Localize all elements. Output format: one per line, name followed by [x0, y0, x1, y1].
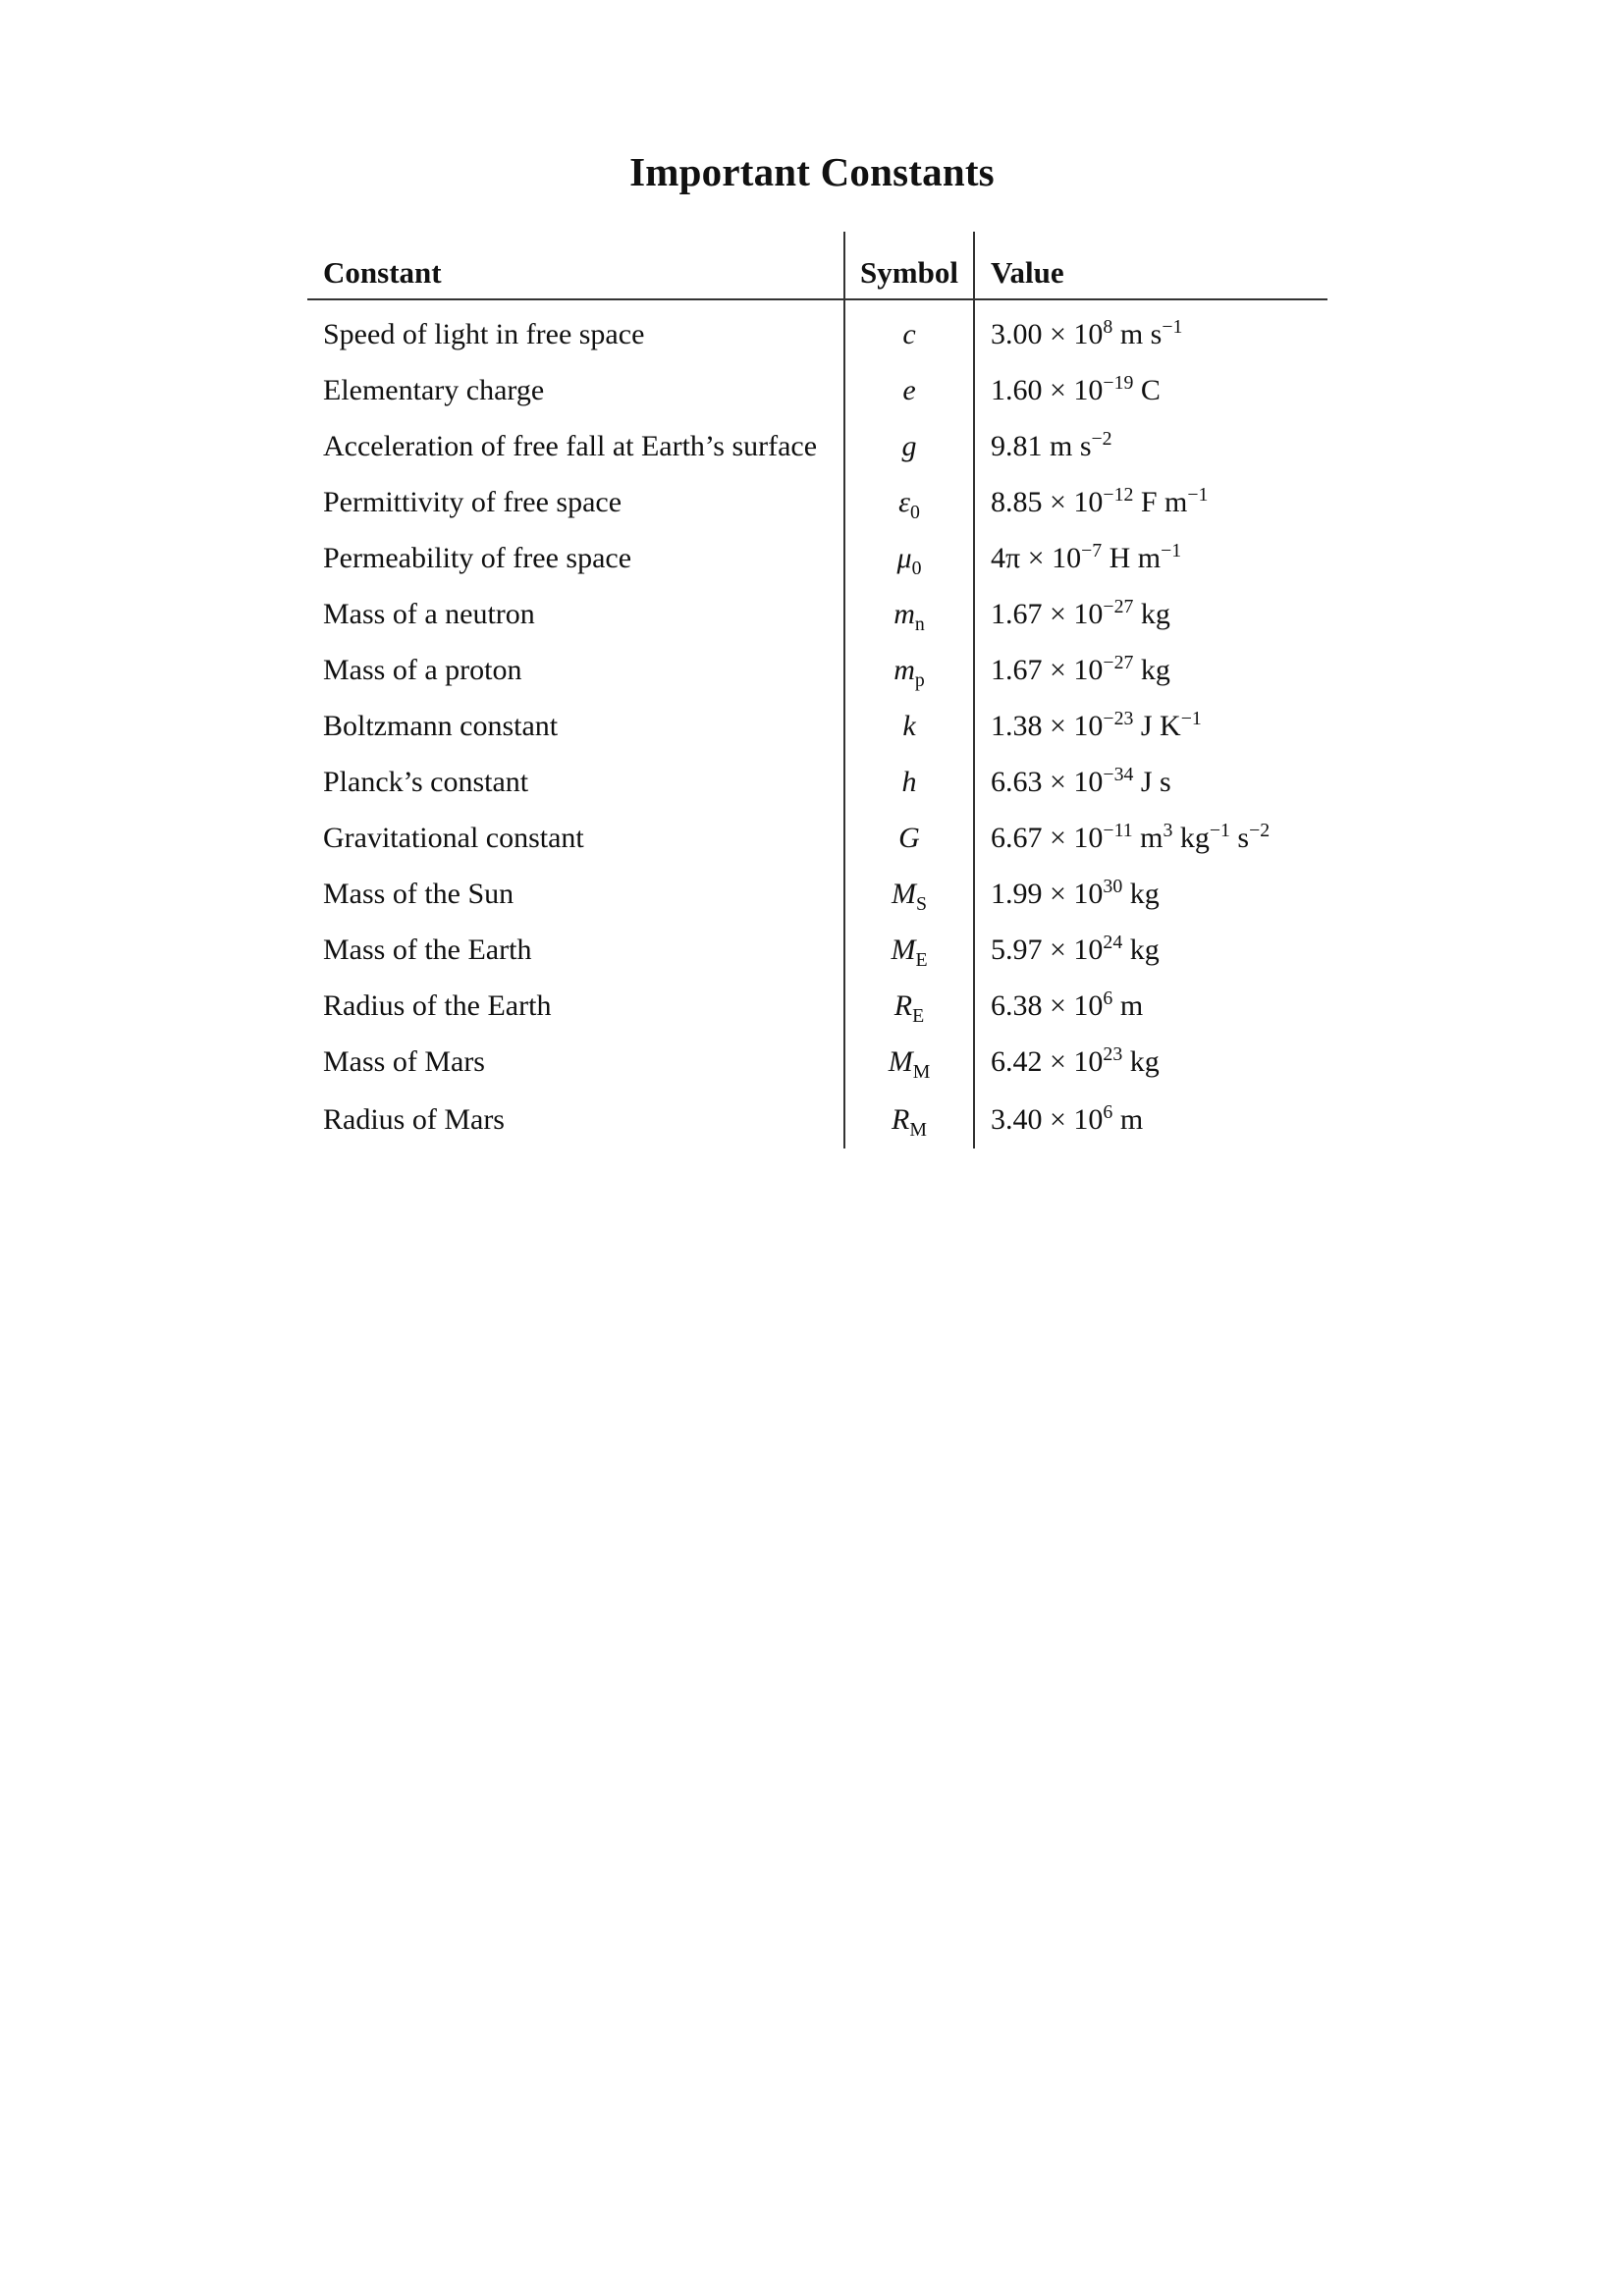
value-exponent: 23: [1103, 1043, 1123, 1065]
constant-value: [974, 530, 1327, 586]
unit-exponent: −1: [1187, 484, 1209, 506]
value-coefficient: 6.63 × 10: [991, 766, 1104, 798]
value-exponent: 6: [1103, 1100, 1113, 1123]
value-unit-2: kg: [1172, 822, 1210, 854]
value-unit-3: s: [1229, 822, 1250, 854]
constants-table: [307, 232, 1327, 1148]
value-unit: C: [1140, 374, 1161, 406]
constant-value: [974, 418, 1327, 474]
value-unit: kg: [1140, 598, 1170, 630]
column-header-constant: Constant: [307, 232, 844, 299]
symbol-base: m: [893, 598, 915, 630]
constant-name: Mass of Mars: [307, 1034, 844, 1090]
constant-symbol: [844, 299, 974, 362]
constant-symbol: [844, 530, 974, 586]
constant-symbol: [844, 922, 974, 978]
value-unit: J K: [1140, 710, 1181, 742]
symbol-base: c: [902, 318, 916, 350]
symbol-base: h: [901, 766, 917, 798]
value-unit: m s: [1119, 318, 1163, 350]
table-row: [307, 1090, 1327, 1148]
value-coefficient: 1.67 × 10: [991, 598, 1104, 630]
symbol-subscript: 0: [911, 558, 922, 579]
symbol-base: M: [891, 934, 916, 966]
constant-value: [974, 810, 1327, 866]
constant-name: Permittivity of free space: [307, 474, 844, 530]
symbol-base: M: [891, 878, 916, 910]
symbol-base: μ: [896, 542, 912, 574]
symbol-base: R: [892, 1102, 910, 1136]
value-exponent: 24: [1103, 932, 1123, 953]
symbol-base: R: [893, 989, 913, 1022]
table-row: [307, 1034, 1327, 1090]
value-coefficient: 6.42 × 10: [991, 1045, 1104, 1078]
table-row: [307, 866, 1327, 922]
unit-exponent: −1: [1161, 540, 1182, 561]
constant-name: Gravitational constant: [307, 810, 844, 866]
symbol-subscript: M: [912, 1061, 931, 1083]
constant-name: Mass of a proton: [307, 642, 844, 698]
symbol-base: G: [898, 822, 920, 854]
constant-name: Mass of the Sun: [307, 866, 844, 922]
constant-symbol: [844, 418, 974, 474]
constant-value: [974, 698, 1327, 754]
unit-exponent: −2: [1091, 428, 1112, 450]
value-exponent: 30: [1103, 876, 1123, 897]
value-coefficient: 5.97 × 10: [991, 934, 1104, 966]
constant-symbol: [844, 642, 974, 698]
constant-name: Radius of the Earth: [307, 978, 844, 1034]
unit-3-exponent: −2: [1249, 820, 1271, 841]
constant-name: Boltzmann constant: [307, 698, 844, 754]
value-exponent: −7: [1081, 540, 1103, 561]
value-coefficient: 6.67 × 10: [991, 822, 1104, 854]
symbol-subscript: E: [912, 1005, 925, 1027]
value-exponent: −27: [1103, 596, 1134, 617]
constant-symbol: [844, 586, 974, 642]
table-row: [307, 586, 1327, 642]
table-row: [307, 530, 1327, 586]
constant-value: [974, 362, 1327, 418]
constant-name: Elementary charge: [307, 362, 844, 418]
value-exponent: −27: [1103, 652, 1134, 673]
constant-value: [974, 866, 1327, 922]
value-unit: kg: [1129, 878, 1160, 910]
unit-exponent: 3: [1163, 820, 1173, 841]
value-unit: m: [1140, 822, 1164, 854]
constant-symbol: [844, 1034, 974, 1090]
constant-value: [974, 754, 1327, 810]
value-unit: m s: [1050, 430, 1092, 462]
value-unit: m: [1119, 1102, 1144, 1136]
value-coefficient: 3.00 × 10: [991, 318, 1104, 350]
symbol-subscript: 0: [909, 502, 920, 523]
table-row: [307, 418, 1327, 474]
value-unit: H m: [1109, 542, 1162, 574]
value-exponent: −12: [1103, 484, 1134, 506]
constant-name: Permeability of free space: [307, 530, 844, 586]
value-unit: kg: [1129, 1045, 1160, 1078]
value-unit: m: [1119, 989, 1144, 1022]
value-coefficient: 1.67 × 10: [991, 654, 1104, 686]
constant-value: [974, 1090, 1327, 1148]
table-row: [307, 362, 1327, 418]
table-row: [307, 754, 1327, 810]
constant-symbol: [844, 866, 974, 922]
column-header-symbol: Symbol: [844, 232, 974, 299]
value-coefficient: 1.38 × 10: [991, 710, 1104, 742]
value-unit: kg: [1129, 934, 1160, 966]
value-exponent: −34: [1103, 764, 1134, 785]
value-exponent: 8: [1103, 316, 1113, 338]
table-row: [307, 299, 1327, 362]
symbol-base: g: [901, 430, 917, 462]
table-row: [307, 978, 1327, 1034]
constant-value: [974, 299, 1327, 362]
constant-name: Planck’s constant: [307, 754, 844, 810]
table-row: [307, 810, 1327, 866]
value-unit: F m: [1140, 486, 1188, 518]
symbol-base: m: [893, 654, 915, 686]
constant-symbol: [844, 474, 974, 530]
unit-exponent: −1: [1180, 708, 1202, 729]
symbol-subscript: n: [914, 614, 925, 635]
table-header-row: [307, 232, 1327, 299]
constant-value: [974, 642, 1327, 698]
constant-symbol: [844, 754, 974, 810]
unit-2-exponent: −1: [1209, 820, 1230, 841]
symbol-base: M: [888, 1045, 913, 1078]
constant-value: [974, 978, 1327, 1034]
value-unit: kg: [1140, 654, 1170, 686]
symbol-base: ε: [898, 486, 910, 518]
column-header-value: Value: [974, 232, 1327, 299]
value-coefficient: 9.81: [991, 430, 1043, 462]
constant-value: [974, 586, 1327, 642]
constant-value: [974, 1034, 1327, 1090]
constant-value: [974, 474, 1327, 530]
constant-symbol: [844, 810, 974, 866]
value-exponent: 6: [1103, 988, 1113, 1009]
constant-name: Speed of light in free space: [307, 299, 844, 362]
value-exponent: −23: [1103, 708, 1134, 729]
value-exponent: −11: [1103, 820, 1133, 841]
constant-symbol: [844, 362, 974, 418]
symbol-base: k: [902, 710, 916, 742]
symbol-subscript: E: [915, 949, 928, 971]
value-coefficient: 1.99 × 10: [991, 878, 1104, 910]
table-row: [307, 642, 1327, 698]
constant-symbol: [844, 698, 974, 754]
symbol-subscript: p: [914, 669, 925, 691]
constant-name: Mass of a neutron: [307, 586, 844, 642]
value-coefficient: 3.40 × 10: [991, 1102, 1104, 1136]
value-unit: J s: [1140, 766, 1171, 798]
value-exponent: −19: [1103, 372, 1134, 394]
unit-exponent: −1: [1162, 316, 1183, 338]
table-row: [307, 698, 1327, 754]
value-coefficient: 8.85 × 10: [991, 486, 1104, 518]
constant-name: Acceleration of free fall at Earth’s surface: [307, 418, 844, 474]
symbol-subscript: M: [909, 1118, 927, 1141]
page-title: Important Constants: [629, 149, 995, 194]
value-coefficient: 1.60 × 10: [991, 374, 1104, 406]
value-coefficient: 6.38 × 10: [991, 989, 1104, 1022]
constant-name: Mass of the Earth: [307, 922, 844, 978]
table-row: [307, 474, 1327, 530]
constant-value: [974, 922, 1327, 978]
symbol-subscript: S: [915, 893, 927, 915]
constant-name: Radius of Mars: [307, 1090, 844, 1148]
table-row: [307, 922, 1327, 978]
constant-symbol: [844, 1090, 974, 1148]
value-coefficient: 4π × 10: [991, 542, 1082, 574]
symbol-base: e: [902, 374, 916, 406]
constant-symbol: [844, 978, 974, 1034]
